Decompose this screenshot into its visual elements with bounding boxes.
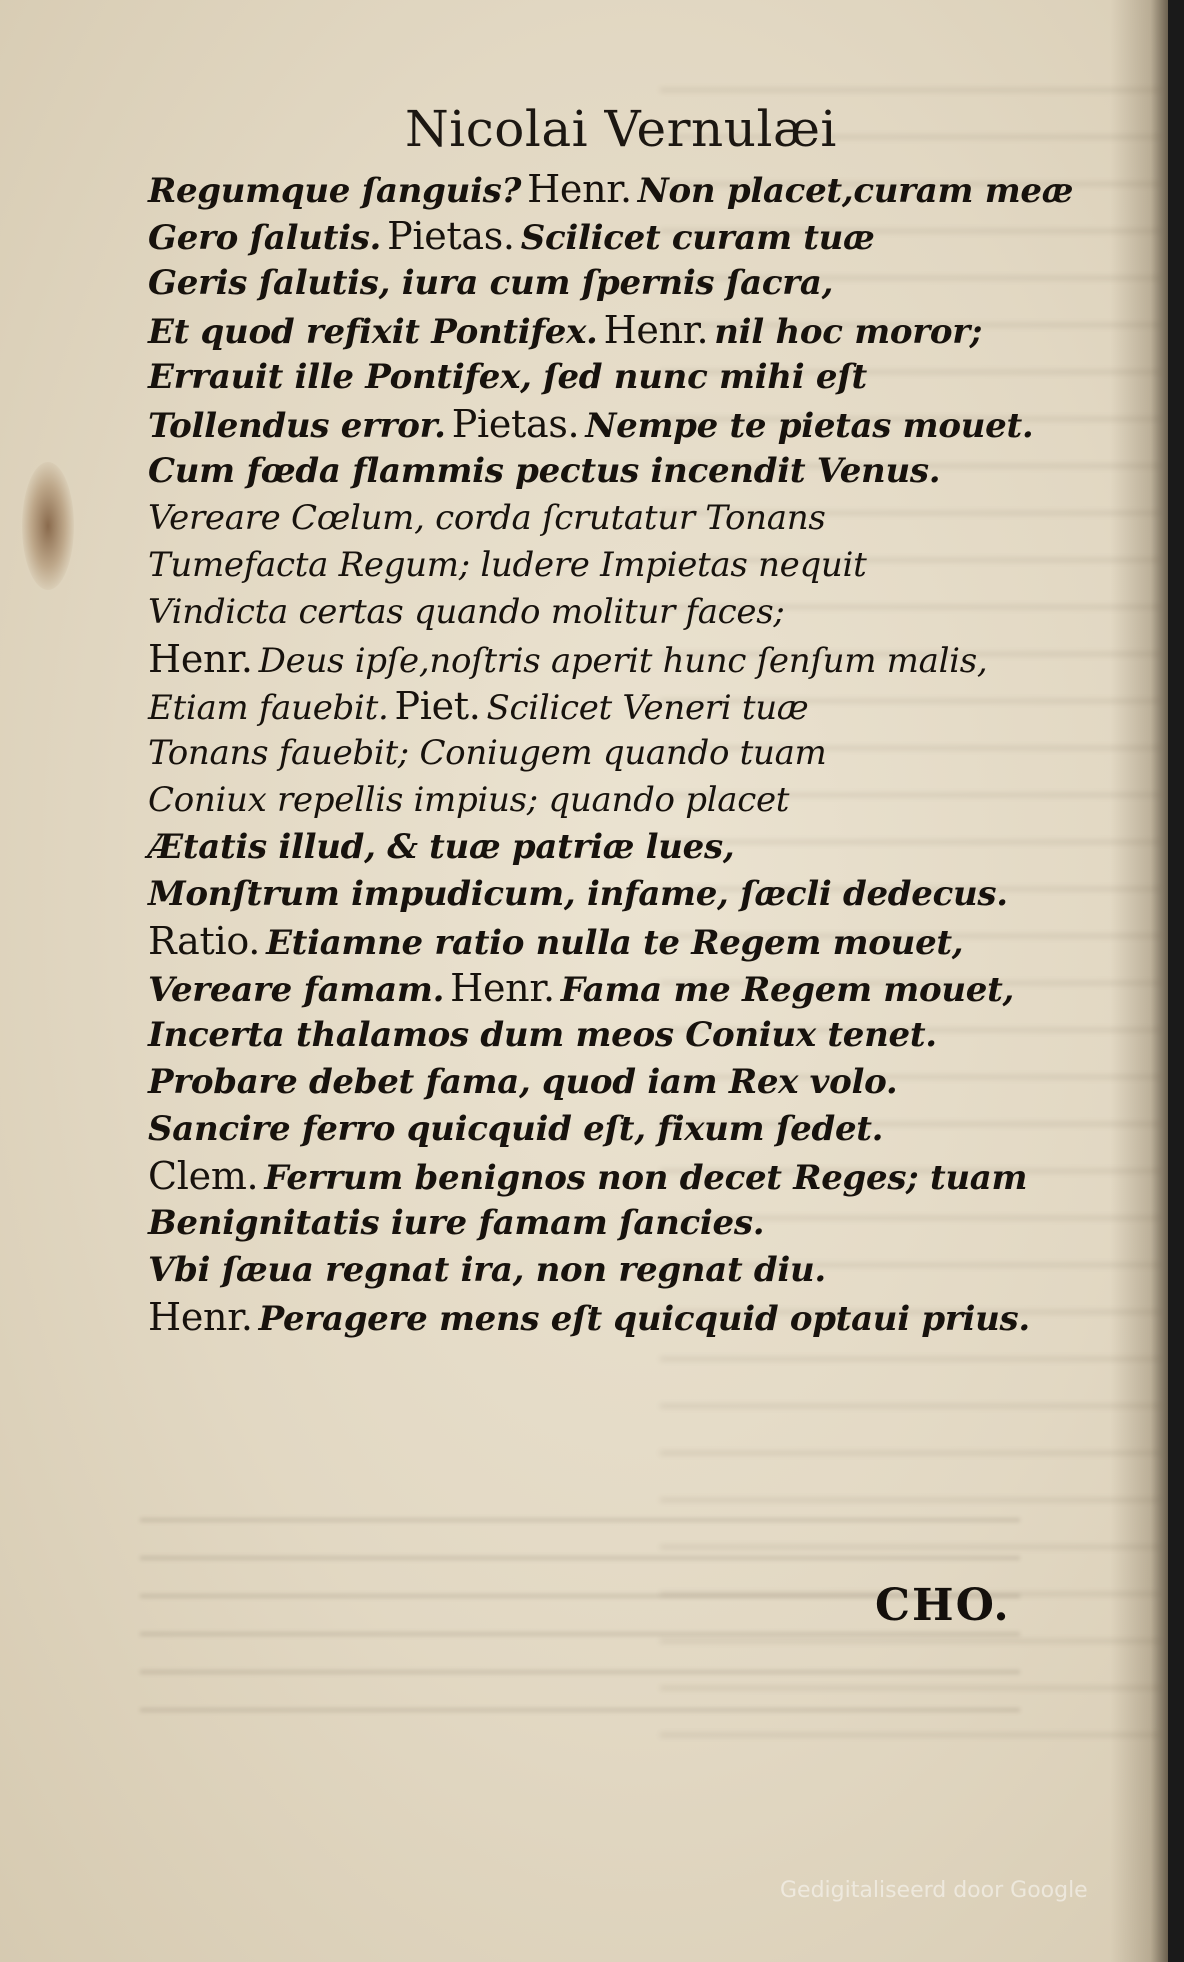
verse-text: Etiam fauebit. bbox=[148, 688, 389, 728]
verse-text: Tollendus error. bbox=[148, 406, 446, 446]
speaker-label: Ratio. bbox=[148, 919, 261, 963]
verse-text: Regumque ſanguis? bbox=[148, 171, 522, 211]
speaker-label: Henr. bbox=[450, 966, 555, 1010]
verse-line bbox=[148, 730, 1068, 777]
verse-text: Incerta thalamos dum meos Coniux tenet. bbox=[148, 1015, 937, 1055]
verse-text: Cum fœda flammis pectus incendit Venus. bbox=[148, 451, 941, 491]
verse-text: Coniux repellis impius; quando placet bbox=[148, 780, 790, 820]
verse-line bbox=[148, 213, 1068, 260]
verse-line bbox=[148, 1247, 1068, 1294]
verse-line bbox=[148, 777, 1068, 824]
verse-line bbox=[148, 1059, 1068, 1106]
verse-text: Etiamne ratio nulla te Regem mouet, bbox=[266, 923, 964, 963]
speaker-label: Pietas. bbox=[451, 402, 580, 446]
verse-text: Scilicet curam tuæ bbox=[520, 218, 875, 258]
running-head: Nicolai Vernulæi bbox=[405, 100, 837, 158]
catchword: CHO. bbox=[875, 1580, 1011, 1631]
verse-text: Ferrum benignos non decet Reges; tuam bbox=[264, 1158, 1028, 1198]
verse-line bbox=[148, 448, 1068, 495]
digitization-watermark: Gedigitaliseerd door Google bbox=[780, 1878, 1088, 1903]
speaker-label: Henr. bbox=[148, 1295, 253, 1339]
verse-line bbox=[148, 1294, 1068, 1341]
verse-text: Tonans fauebit; Coniugem quando tuam bbox=[148, 733, 827, 773]
verse-line bbox=[148, 683, 1068, 730]
verse-line bbox=[148, 166, 1074, 213]
verse-line bbox=[148, 542, 1068, 589]
verse-line bbox=[148, 1153, 1068, 1200]
verse-text: Gero ſalutis. bbox=[148, 218, 382, 258]
verse-text: Geris ſalutis, iura cum ſpernis ſacra, bbox=[148, 263, 834, 303]
verse-line bbox=[148, 824, 1068, 871]
verse-text: Probare debet fama, quod iam Rex volo. bbox=[148, 1062, 898, 1102]
verse-line bbox=[148, 965, 1068, 1012]
verse-text: Vereare famam. bbox=[148, 970, 445, 1010]
speaker-label: Clem. bbox=[148, 1154, 259, 1198]
ink-stain bbox=[22, 462, 74, 590]
verse-text-block bbox=[148, 166, 1074, 1341]
verse-text: Sancire ferro quicquid eſt, fixum ſedet. bbox=[148, 1109, 884, 1149]
speaker-label: Henr. bbox=[603, 308, 709, 352]
verse-line bbox=[148, 1200, 1068, 1247]
speaker-label: Henr. bbox=[527, 167, 632, 211]
verse-text: Vindicta certas quando molitur faces; bbox=[148, 592, 785, 632]
verse-line bbox=[148, 307, 1068, 354]
verse-text: Tumefacta Regum; ludere Impietas nequit bbox=[148, 545, 867, 585]
verse-line bbox=[148, 1012, 1068, 1059]
verse-text: Peragere mens eſt quicquid optaui prius. bbox=[258, 1299, 1030, 1339]
verse-text: Et quod refixit Pontifex. bbox=[148, 312, 598, 352]
verse-text: Non placet,curam meæ bbox=[637, 171, 1074, 211]
verse-text: Vbi ſæua regnat ira, non regnat diu. bbox=[148, 1250, 826, 1290]
page-gutter bbox=[1110, 0, 1168, 1962]
verse-line bbox=[148, 589, 1068, 636]
verse-text: Scilicet Veneri tuæ bbox=[486, 688, 809, 728]
speaker-label: Pietas. bbox=[387, 214, 515, 258]
verse-text: Vereare Cœlum, corda ſcrutatur Tonans bbox=[148, 498, 826, 538]
verse-text: Errauit ille Pontifex, ſed nunc mihi eſt bbox=[148, 357, 867, 397]
speaker-label: Henr. bbox=[148, 637, 253, 681]
verse-text: Benignitatis iure famam ſancies. bbox=[148, 1203, 765, 1243]
verse-text: Monſtrum impudicum, infame, ſæcli dedecus. bbox=[148, 874, 1008, 914]
verse-line bbox=[148, 260, 1068, 307]
verse-line bbox=[148, 354, 1068, 401]
verse-line bbox=[148, 636, 1068, 683]
verse-line bbox=[148, 871, 1068, 918]
verse-text: nil hoc moror; bbox=[714, 312, 983, 352]
verse-line bbox=[148, 918, 1068, 965]
verse-text: Fama me Regem mouet, bbox=[560, 970, 1015, 1010]
verse-line bbox=[148, 401, 1068, 448]
verse-text: Ætatis illud, & tuæ patriæ lues, bbox=[148, 827, 735, 867]
verse-line bbox=[148, 1106, 1068, 1153]
verse-text: Nempe te pietas mouet. bbox=[585, 406, 1034, 446]
speaker-label: Piet. bbox=[394, 684, 481, 728]
verse-text: Deus ipſe,noſtris aperit hunc ſenſum malis, bbox=[258, 641, 988, 681]
verse-line bbox=[148, 495, 1068, 542]
